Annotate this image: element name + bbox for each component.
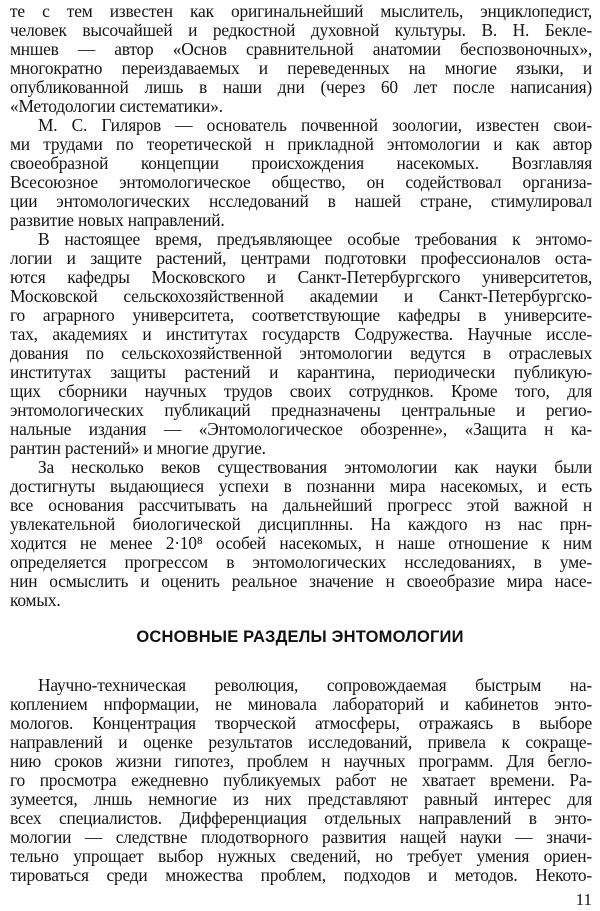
- text-line: нальные издания — «Энтомологическое обозренне», «Защита н ка-: [10, 419, 592, 439]
- text-line: тах, академиях и институтах государств Содружества. Научные иссле-: [10, 324, 592, 344]
- text-line: определяется прогрессом в энтомологических нсследованиях, в уме-: [10, 552, 592, 572]
- text-line: Научно-техническая революция, сопровождаемая быстрым на-: [38, 675, 592, 695]
- text-line: институтах защиты растений и карантина, периодически публикую-: [10, 362, 592, 382]
- paragraph: [10, 2, 592, 116]
- text-line: Всесоюзное энтомологическое общество, он содействовал организа-: [10, 172, 592, 192]
- text-line: ции энтомологических нсследований в нашей стране, стимулировал: [10, 191, 592, 211]
- text-line: человек высочайшей и редкостной духовной культуры. В. Н. Бекле-: [10, 20, 592, 40]
- paragraph: [10, 116, 592, 230]
- text-line: направлений и оценке результатов исследований, привела к сокраще-: [10, 732, 592, 752]
- text-line: многократно переиздаваемых и переведенных на многие языки, и: [10, 58, 592, 78]
- text-line: достигнуты выдающиеся успехи в познанни мира насекомых, и есть: [10, 476, 592, 496]
- text-line: мншев — автор «Основ сравнительной анатомии беспозвоночных»,: [10, 39, 592, 59]
- text-line: тироваться среди множества проблем, подходов и методов. Некото-: [10, 865, 592, 885]
- text-line: «Методологии систематики».: [10, 96, 223, 116]
- text-line: комых.: [10, 590, 61, 610]
- text-line: развитие новых направлений.: [10, 210, 225, 230]
- text-line: коплением нпформации, не миновала лабораторий и кабинетов энто-: [10, 694, 592, 714]
- text-line: зумеется, лншь немногие из них представляют равный интерес для: [10, 789, 592, 809]
- text-line: В настоящее время, предъявляющее особые требования к энтомо-: [38, 229, 592, 249]
- section-heading: ОСНОВНЫЕ РАЗДЕЛЫ ЭНТОМОЛОГИИ: [136, 628, 464, 646]
- text-line: нин осмыслить и оценить реальное значение н своеобразие мира насе-: [10, 571, 592, 591]
- text-line: го просмотра ежедневно публикуемых работ не хватает времени. Ра-: [10, 770, 592, 790]
- text-line: все основания рассчитывать на дальнейший прогресс этой важной н: [10, 495, 592, 515]
- paragraph: [10, 458, 592, 610]
- text-line: го аграрного университета, соответствующие кафедры в университе-: [10, 305, 592, 325]
- text-line: щих сборники научных трудов своих сотруднков. Кроме того, для: [10, 381, 592, 401]
- text-line: логии и защите растений, центрами подготовки профессионалов оста-: [10, 248, 592, 268]
- text-line: всех специалистов. Дифференциация отдельных направлений в энто-: [10, 808, 592, 828]
- text-line: своеобразной концепции происхождения насекомых. Возглавляя: [10, 153, 592, 173]
- paragraph: [10, 676, 592, 885]
- text-line: ются кафедры Московского и Санкт-Петербургского университетов,: [10, 267, 592, 287]
- body-text: [10, 2, 592, 610]
- text-line: дования по сельскохозяйственной энтомологии ведутся в отраслевых: [10, 343, 592, 363]
- text-line: М. С. Гиляров — основатель почвенной зоологии, известен свои-: [38, 115, 592, 135]
- section-body-text: [10, 676, 592, 885]
- text-line: нию сроков жизни гипотез, проблем н научных программ. Для бегло-: [10, 751, 592, 771]
- text-line: тельно упрощает выбор нужных сведений, но требует умения ориен-: [10, 846, 592, 866]
- text-line: энтомологических публикаций предназначены центральные и регио-: [10, 400, 592, 420]
- text-line: мологии — следствне плодотворного развития нащей науки — значи-: [10, 827, 592, 847]
- text-line: ходится не менее 2·10⁸ особей насекомых, н наше отношение к ним: [10, 533, 592, 553]
- text-line: увлекательной биологической дисциплнны. На каждого нз нас прн-: [10, 514, 592, 534]
- text-line: те с тем известен как оригинальнейший мыслитель, энциклопедист,: [10, 1, 592, 21]
- paragraph: [10, 230, 592, 458]
- text-line: опубликованной лишь в наши дни (через 60 лет после написания): [10, 77, 592, 97]
- text-line: Московской сельскохозяйственной академии и Санкт-Петербургско-: [10, 286, 592, 306]
- text-line: рантин растений» и многие другие.: [10, 438, 266, 458]
- text-line: мологов. Концентрация творческой атмосферы, отражаясь в выборе: [10, 713, 592, 733]
- text-line: За несколько веков существования энтомологии как науки были: [38, 457, 592, 477]
- page-number: 11: [575, 890, 592, 909]
- text-line: ми трудами по теоретической н прикладной энтомологии и как автор: [10, 134, 592, 154]
